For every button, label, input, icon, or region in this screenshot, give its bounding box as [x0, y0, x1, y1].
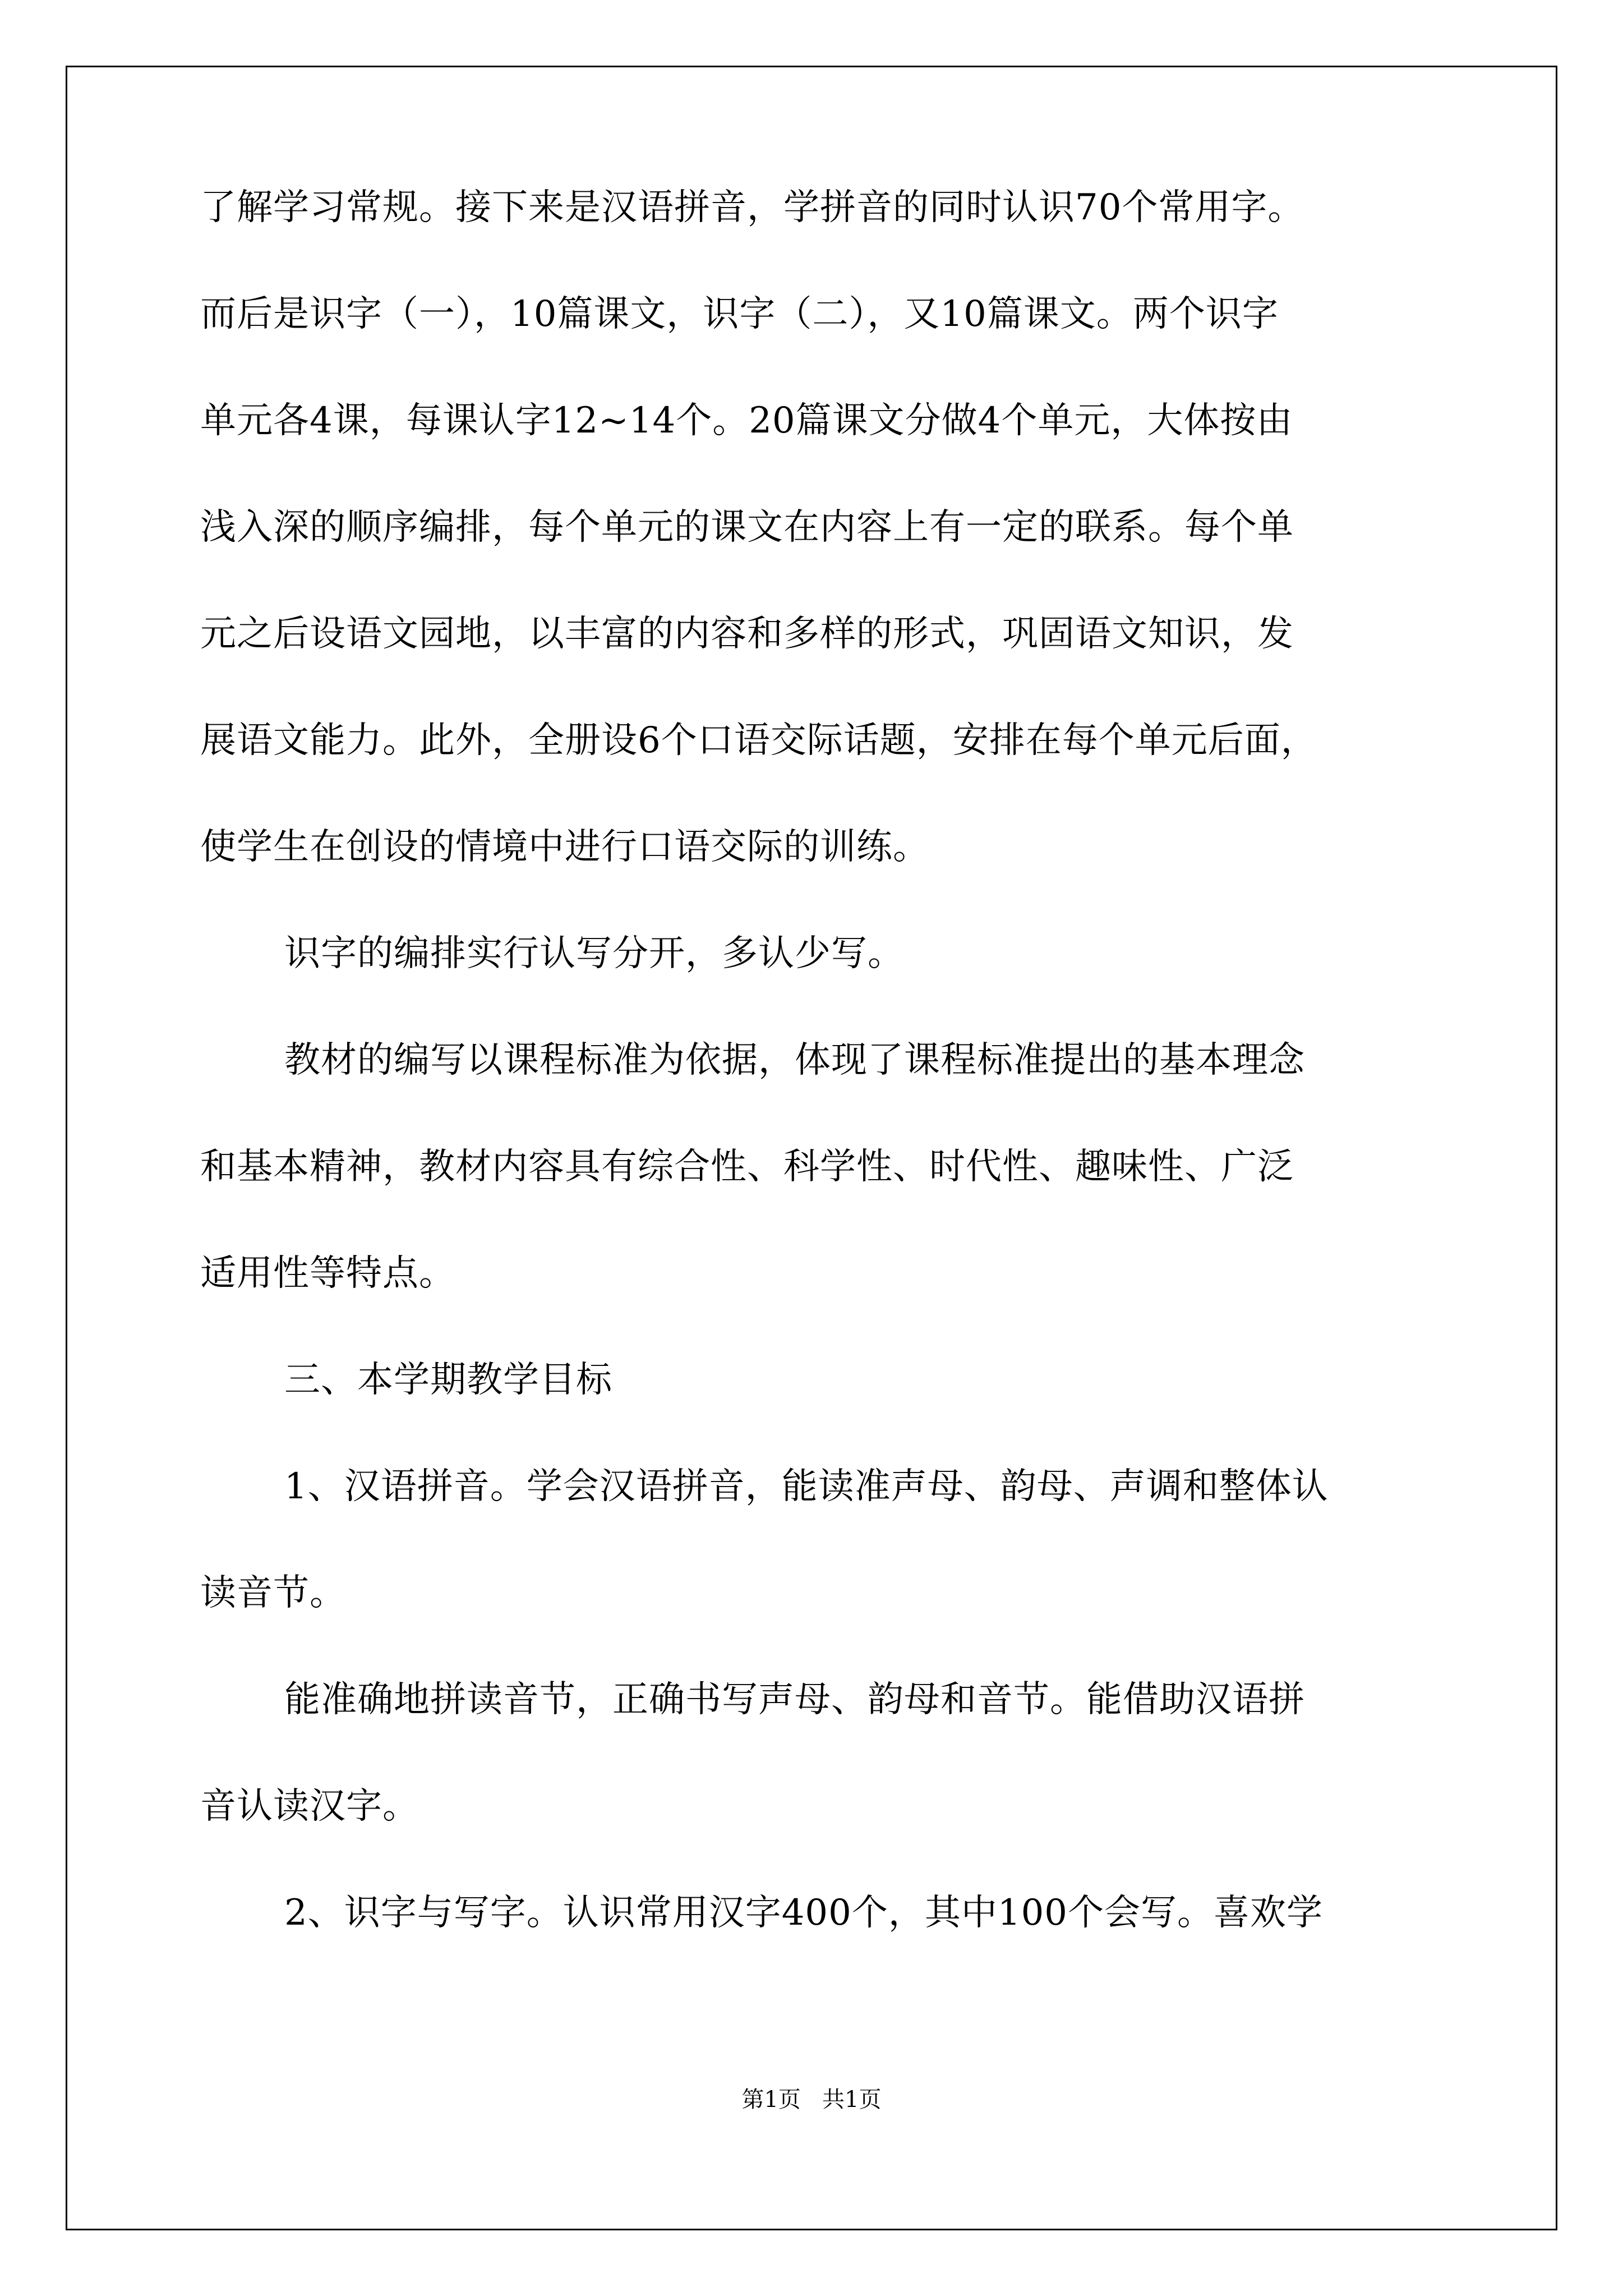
text-line-13: 1、汉语拼音。学会汉语拼音，能读准声母、韵母、声调和整体认 [284, 1466, 1329, 1507]
text-line-7: 使学生在创设的情境中进行口语交际的训练。 [200, 826, 929, 868]
text-line-2: 而后是识字（一），10篇课文，识字（二），又10篇课文。两个识字 [200, 293, 1279, 335]
text-line-16: 音认读汉字。 [200, 1786, 419, 1827]
text-line-8: 识字的编排实行认写分开，多认少写。 [284, 933, 904, 974]
text-line-1: 了解学习常规。接下来是汉语拼音，学拼音的同时认识70个常用字。 [200, 187, 1304, 228]
text-line-11: 适用性等特点。 [200, 1253, 455, 1294]
text-line-17: 2、识字与写字。认识常用汉字400个，其中100个会写。喜欢学 [284, 1892, 1324, 1934]
section-heading: 三、本学期教学目标 [284, 1359, 612, 1401]
text-line-10: 和基本精神，教材内容具有综合性、科学性、时代性、趣味性、广泛 [200, 1146, 1294, 1188]
text-line-15: 能准确地拼读音节，正确书写声母、韵母和音节。能借助汉语拼 [284, 1679, 1305, 1720]
text-line-3: 单元各4课，每课认字12~14个。20篇课文分做4个单元，大体按由 [200, 400, 1293, 441]
text-line-4: 浅入深的顺序编排，每个单元的课文在内容上有一定的联系。每个单 [200, 507, 1294, 548]
page-number-footer: 第1页 共1页 [741, 2087, 882, 2113]
text-line-6: 展语文能力。此外，全册设6个口语交际话题，安排在每个单元后面， [200, 720, 1317, 761]
text-line-14: 读音节。 [200, 1572, 346, 1614]
text-line-5: 元之后设语文园地，以丰富的内容和多样的形式，巩固语文知识，发 [200, 613, 1294, 655]
text-line-9: 教材的编写以课程标准为依据，体现了课程标准提出的基本理念 [284, 1039, 1305, 1081]
